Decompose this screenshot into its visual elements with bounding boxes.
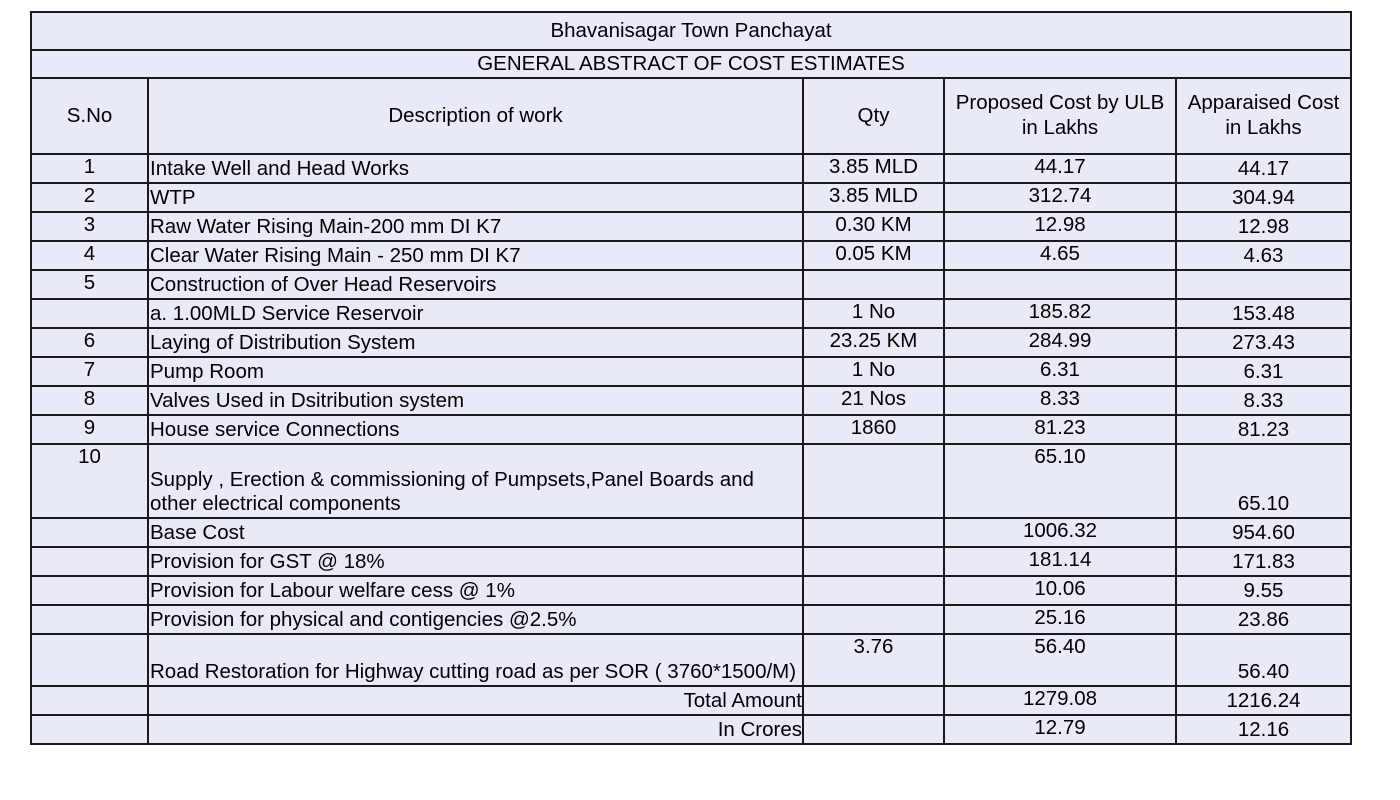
row-qty xyxy=(803,605,944,634)
row-qty: 1 No xyxy=(803,299,944,328)
table-row xyxy=(31,444,1351,518)
row-description: Road Restoration for Highway cutting road as per SOR ( 3760*1500/M) xyxy=(148,634,803,686)
row-appraised-cost: 23.86 xyxy=(1176,605,1351,634)
crores-row xyxy=(31,715,1351,744)
row-description: House service Connections xyxy=(148,415,803,444)
row-sno: 4 xyxy=(31,241,148,270)
table-row xyxy=(31,634,1351,686)
row-description: Valves Used in Dsitribution system xyxy=(148,386,803,415)
row-appraised-cost: 44.17 xyxy=(1176,154,1351,183)
row-appraised-cost: 171.83 xyxy=(1176,547,1351,576)
header-qty: Qty xyxy=(803,78,944,154)
table-row xyxy=(31,299,1351,328)
row-proposed-cost xyxy=(944,270,1176,299)
table-row xyxy=(31,183,1351,212)
row-appraised-cost: 81.23 xyxy=(1176,415,1351,444)
row-qty xyxy=(803,270,944,299)
row-sno: 9 xyxy=(31,415,148,444)
row-description: Provision for Labour welfare cess @ 1% xyxy=(148,576,803,605)
row-proposed-cost: 25.16 xyxy=(944,605,1176,634)
row-sno: 1 xyxy=(31,154,148,183)
table-row xyxy=(31,547,1351,576)
row-description: Construction of Over Head Reservoirs xyxy=(148,270,803,299)
row-proposed-cost: 6.31 xyxy=(944,357,1176,386)
table-row xyxy=(31,212,1351,241)
crores-sno-cell xyxy=(31,715,148,744)
table-row xyxy=(31,357,1351,386)
row-appraised-cost: 9.55 xyxy=(1176,576,1351,605)
row-qty: 1860 xyxy=(803,415,944,444)
row-sno: 7 xyxy=(31,357,148,386)
row-qty: 1 No xyxy=(803,357,944,386)
table-row xyxy=(31,241,1351,270)
crores-proposed: 12.79 xyxy=(944,715,1176,744)
row-appraised-cost: 56.40 xyxy=(1176,634,1351,686)
row-proposed-cost: 12.98 xyxy=(944,212,1176,241)
row-qty: 0.30 KM xyxy=(803,212,944,241)
row-proposed-cost: 56.40 xyxy=(944,634,1176,686)
total-label: Total Amount xyxy=(148,686,803,715)
row-sno xyxy=(31,299,148,328)
row-description: Intake Well and Head Works xyxy=(148,154,803,183)
row-sno xyxy=(31,605,148,634)
row-qty: 0.05 KM xyxy=(803,241,944,270)
row-description: Provision for physical and contigencies @2.5% xyxy=(148,605,803,634)
row-qty xyxy=(803,444,944,518)
row-sno: 3 xyxy=(31,212,148,241)
row-appraised-cost: 304.94 xyxy=(1176,183,1351,212)
header-proposed-cost: Proposed Cost by ULB in Lakhs xyxy=(944,78,1176,154)
table-row xyxy=(31,518,1351,547)
row-appraised-cost xyxy=(1176,270,1351,299)
row-proposed-cost: 284.99 xyxy=(944,328,1176,357)
header-appraised-cost: Apparaised Cost in Lakhs xyxy=(1176,78,1351,154)
row-description: WTP xyxy=(148,183,803,212)
table-row xyxy=(31,154,1351,183)
table-row xyxy=(31,605,1351,634)
row-sno: 2 xyxy=(31,183,148,212)
row-qty xyxy=(803,576,944,605)
row-sno xyxy=(31,518,148,547)
row-sno: 5 xyxy=(31,270,148,299)
crores-label: In Crores xyxy=(148,715,803,744)
row-description: Clear Water Rising Main - 250 mm DI K7 xyxy=(148,241,803,270)
table-row xyxy=(31,576,1351,605)
cost-estimate-sheet xyxy=(30,11,1350,742)
row-qty: 21 Nos xyxy=(803,386,944,415)
row-sno xyxy=(31,547,148,576)
row-proposed-cost: 65.10 xyxy=(944,444,1176,518)
row-proposed-cost: 4.65 xyxy=(944,241,1176,270)
total-qty-cell xyxy=(803,686,944,715)
row-description: Base Cost xyxy=(148,518,803,547)
row-qty xyxy=(803,547,944,576)
row-proposed-cost: 312.74 xyxy=(944,183,1176,212)
row-description: Provision for GST @ 18% xyxy=(148,547,803,576)
row-appraised-cost: 4.63 xyxy=(1176,241,1351,270)
row-sno xyxy=(31,576,148,605)
sheet-title: Bhavanisagar Town Panchayat xyxy=(31,12,1351,50)
cost-estimate-table xyxy=(30,11,1352,745)
row-appraised-cost: 954.60 xyxy=(1176,518,1351,547)
crores-appraised: 12.16 xyxy=(1176,715,1351,744)
row-proposed-cost: 8.33 xyxy=(944,386,1176,415)
row-qty: 23.25 KM xyxy=(803,328,944,357)
table-row xyxy=(31,270,1351,299)
table-row xyxy=(31,328,1351,357)
total-row xyxy=(31,686,1351,715)
header-description: Description of work xyxy=(148,78,803,154)
row-proposed-cost: 10.06 xyxy=(944,576,1176,605)
total-sno-cell xyxy=(31,686,148,715)
row-description: Pump Room xyxy=(148,357,803,386)
row-qty xyxy=(803,518,944,547)
row-qty: 3.85 MLD xyxy=(803,154,944,183)
header-sno: S.No xyxy=(31,78,148,154)
row-appraised-cost: 6.31 xyxy=(1176,357,1351,386)
row-appraised-cost: 8.33 xyxy=(1176,386,1351,415)
header-row xyxy=(31,78,1351,154)
crores-qty-cell xyxy=(803,715,944,744)
row-proposed-cost: 44.17 xyxy=(944,154,1176,183)
row-appraised-cost: 12.98 xyxy=(1176,212,1351,241)
row-qty: 3.76 xyxy=(803,634,944,686)
row-description: Laying of Distribution System xyxy=(148,328,803,357)
sheet-subtitle: GENERAL ABSTRACT OF COST ESTIMATES xyxy=(31,50,1351,78)
row-description: Supply , Erection & commissioning of Pumpsets,Panel Boards and other electrical components xyxy=(148,444,803,518)
row-sno xyxy=(31,634,148,686)
table-row xyxy=(31,386,1351,415)
row-description: Raw Water Rising Main-200 mm DI K7 xyxy=(148,212,803,241)
row-appraised-cost: 153.48 xyxy=(1176,299,1351,328)
row-sno: 8 xyxy=(31,386,148,415)
row-proposed-cost: 185.82 xyxy=(944,299,1176,328)
row-qty: 3.85 MLD xyxy=(803,183,944,212)
row-sno: 6 xyxy=(31,328,148,357)
row-appraised-cost: 273.43 xyxy=(1176,328,1351,357)
row-proposed-cost: 1006.32 xyxy=(944,518,1176,547)
total-appraised: 1216.24 xyxy=(1176,686,1351,715)
row-appraised-cost: 65.10 xyxy=(1176,444,1351,518)
table-row xyxy=(31,415,1351,444)
row-proposed-cost: 81.23 xyxy=(944,415,1176,444)
row-proposed-cost: 181.14 xyxy=(944,547,1176,576)
row-description: a. 1.00MLD Service Reservoir xyxy=(148,299,803,328)
row-sno: 10 xyxy=(31,444,148,518)
total-proposed: 1279.08 xyxy=(944,686,1176,715)
